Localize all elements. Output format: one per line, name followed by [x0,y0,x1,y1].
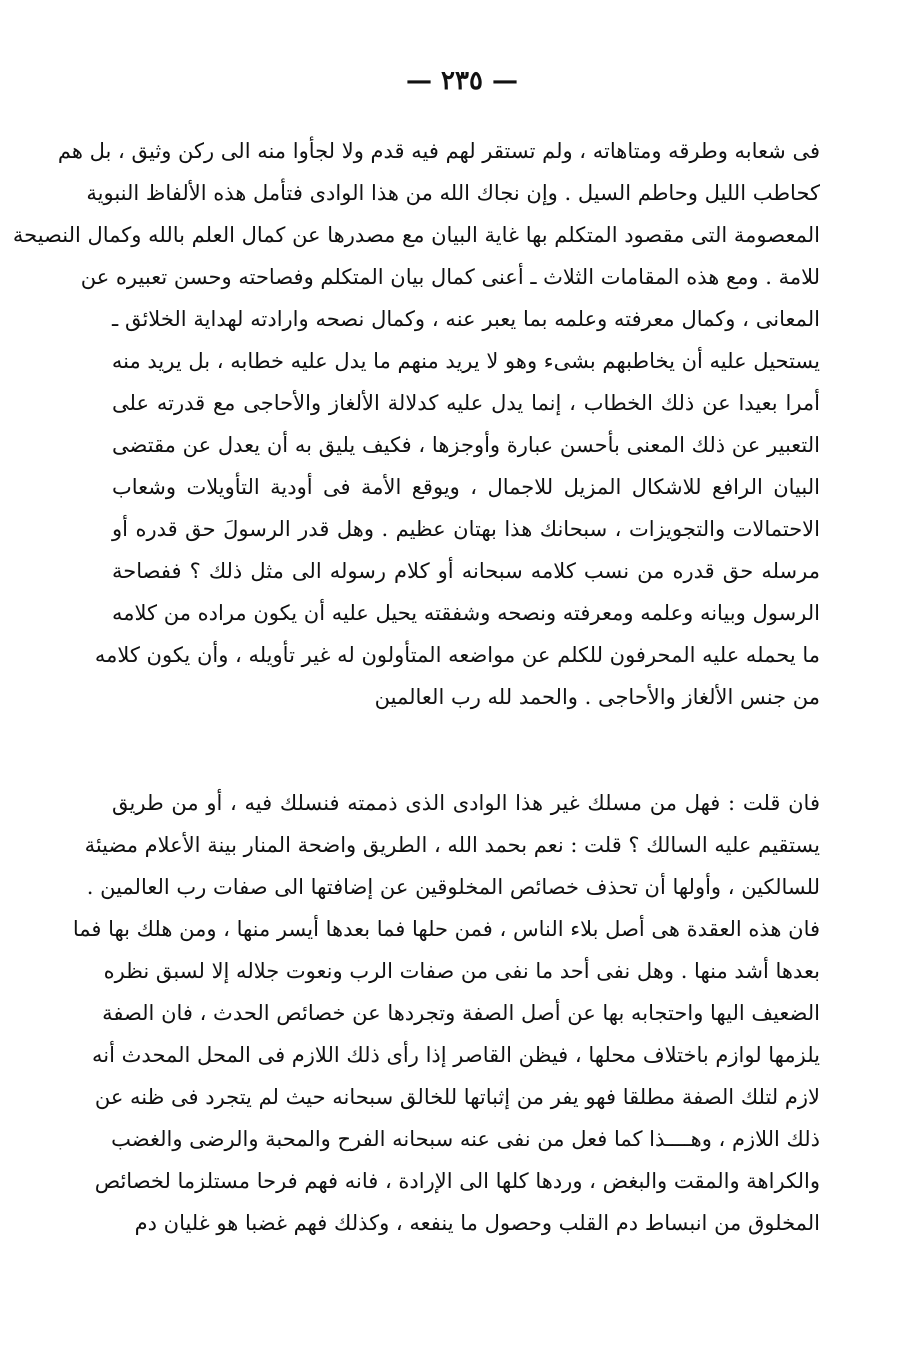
text-line: للسالكين ، وأولها أن تحذف خصائص المخلوقين عن إضافتها الى صفات رب العالمين . [86,875,820,899]
text-line: فان قلت : فهل من مسلك غير هذا الوادى الذى ذممته فنسلك فيه ، أو من طريق [112,791,820,815]
text-line: كحاطب الليل وحاطم السيل . وإن نجاك الله من هذا الوادى فتأمل هذه الألفاظ النبوية [86,181,820,205]
paragraph-1 [12,130,820,718]
text-line: الضعيف اليها واحتجابه بها عن أصل الصفة وتجردها عن خصائص الحدث ، فان الصفة [102,1001,820,1025]
text-line: للامة . ومع هذه المقامات الثلاث ـ أعنى كمال بيان المتكلم وفصاحته وحسن تعبيره عن [80,265,820,289]
text-line: لازم لتلك الصفة مطلقا فهو يفر من إثباتها للخالق سبحانه حيث لم يتجرد فى ظنه عن [94,1085,820,1109]
text-line: البيان الرافع للاشكال المزيل للاجمال ، ويوقع الأمة فى أودية التأويلات وشعاب [112,475,820,499]
paragraph-2 [72,782,820,1244]
text-line: بعدها أشد منها . وهل نفى أحد ما نفى من صفات الرب ونعوت جلاله إلا لسبق نظره [103,959,820,983]
text-line: المعانى ، وكمال معرفته وعلمه بما يعبر عنه ، وكمال نصحه وارادته لهداية الخلائق ـ [112,307,820,331]
text-line: والكراهة والمقت والبغض ، وردها كلها الى الإرادة ، فانه فهم فرحا مستلزما لخصائص [94,1169,820,1193]
text-line: يستحيل عليه أن يخاطبهم بشىء وهو لا يريد منهم ما يدل عليه خطابه ، بل يريد منه [111,349,820,373]
text-line: ما يحمله عليه المحرفون للكلم عن مواضعه المتأولون له غير تأويله ، وأن يكون كلامه [94,643,820,667]
text-line: أمرا بعيدا عن ذلك الخطاب ، إنما يدل عليه كدلالة الألغاز والأحاجى مع قدرته على [112,391,820,415]
text-line: فان هذه العقدة هى أصل بلاء الناس ، فمن حلها فما بعدها أيسر منها ، ومن هلك بها فما [72,917,820,941]
text-line: يلزمها لوازم باختلاف محلها ، فيظن القاصر إذا رأى ذلك اللازم فى المحل المحدث أنه [92,1043,820,1067]
text-line: يستقيم عليه السالك ؟ قلت : نعم بحمد الله ، الطريق واضحة المنار بينة الأعلام مضيئة [84,833,820,857]
text-line: مرسله حق قدره من نسب كلامه سبحانه أو كلام رسوله الى مثل ذلك ؟ ففصاحة [112,559,820,583]
text-line: التعبير عن ذلك المعنى بأحسن عبارة وأوجزها ، فكيف يليق به أن يعدل عن مقتضى [112,433,820,457]
text-line: ذلك اللازم ، وهــــذا كما فعل من نفى عنه سبحانه الفرح والمحبة والرضى والغضب [111,1127,820,1151]
text-line: المخلوق من انبساط دم القلب وحصول ما ينفعه ، وكذلك فهم غضبا هو غليان دم [134,1211,820,1235]
text-line: الاحتمالات والتجويزات ، سبحانك هذا بهتان عظيم . وهل قدر الرسولَ حق قدره أو [112,517,820,541]
text-line: من جنس الألغاز والأحاجى . والحمد لله رب العالمين [374,685,820,709]
text-line: الرسول وبيانه وعلمه ومعرفته ونصحه وشفقته يحيل عليه أن يكون مراده من كلامه [112,601,820,625]
text-line: المعصومة التى مقصود المتكلم بها غاية البيان مع مصدرها عن كمال العلم بالله وكمال النصيحة [12,223,820,247]
text-line: فى شعابه وطرقه ومتاهاته ، ولم تستقر لهم فيه قدم ولا لجأوا منه الى ركن وثيق ، بل هم [57,139,820,163]
page-number: — ٢٣٥ — [405,66,519,96]
